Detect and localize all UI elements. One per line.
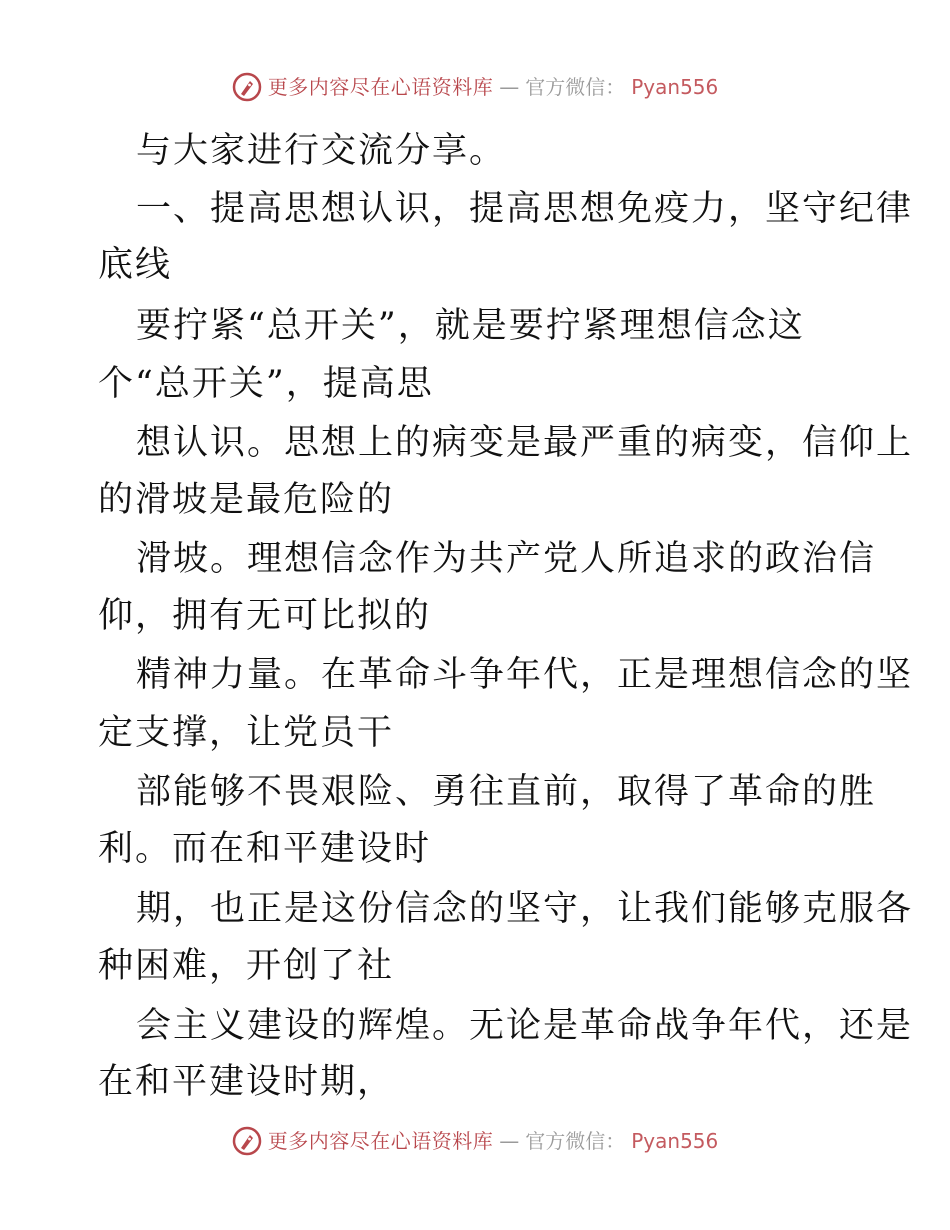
watermark-separator: — <box>499 1129 520 1153</box>
watermark-wechat-label: 官方微信： <box>525 75 626 99</box>
body-line: 在和平建设时期， <box>98 1062 395 1102</box>
body-line: 与大家进行交流分享。 <box>136 131 507 171</box>
watermark-wechat-label: 官方微信： <box>525 1129 626 1153</box>
watermark-text: 更多内容尽在心语资料库 <box>267 75 494 99</box>
body-line: 利。而在和平建设时 <box>98 829 432 869</box>
header-watermark <box>0 72 950 102</box>
pen-nib-icon <box>232 72 262 102</box>
body-line: 个“总开关”，提高思 <box>98 364 434 404</box>
body-line: 会主义建设的辉煌。无论是革命战争年代，还是 <box>136 1006 914 1046</box>
watermark-separator: — <box>499 75 520 99</box>
footer-watermark <box>0 1126 950 1156</box>
body-line: 想认识。思想上的病变是最严重的病变，信仰上 <box>136 423 914 463</box>
body-line: 仰，拥有无可比拟的 <box>98 596 432 636</box>
section-heading-line: 底线 <box>98 245 173 285</box>
body-line: 要拧紧“总开关”，就是要拧紧理想信念这 <box>136 306 805 346</box>
section-heading-line: 一、提高思想认识，提高思想免疫力，坚守纪律 <box>136 189 914 229</box>
body-line: 种困难，开创了社 <box>98 946 395 986</box>
watermark-text: 更多内容尽在心语资料库 <box>267 1129 494 1153</box>
body-line: 定支撑，让党员干 <box>98 713 395 753</box>
body-line: 部能够不畏艰险、勇往直前，取得了革命的胜 <box>136 772 877 812</box>
watermark-wechat-id: Pyan556 <box>631 1129 719 1153</box>
body-line: 期，也正是这份信念的坚守，让我们能够克服各 <box>136 889 914 929</box>
watermark-wechat-id: Pyan556 <box>631 75 719 99</box>
body-line: 的滑坡是最危险的 <box>98 480 395 520</box>
pen-nib-icon <box>232 1126 262 1156</box>
body-line: 精神力量。在革命斗争年代，正是理想信念的坚 <box>136 655 914 695</box>
body-line: 滑坡。理想信念作为共产党人所追求的政治信 <box>136 539 877 579</box>
